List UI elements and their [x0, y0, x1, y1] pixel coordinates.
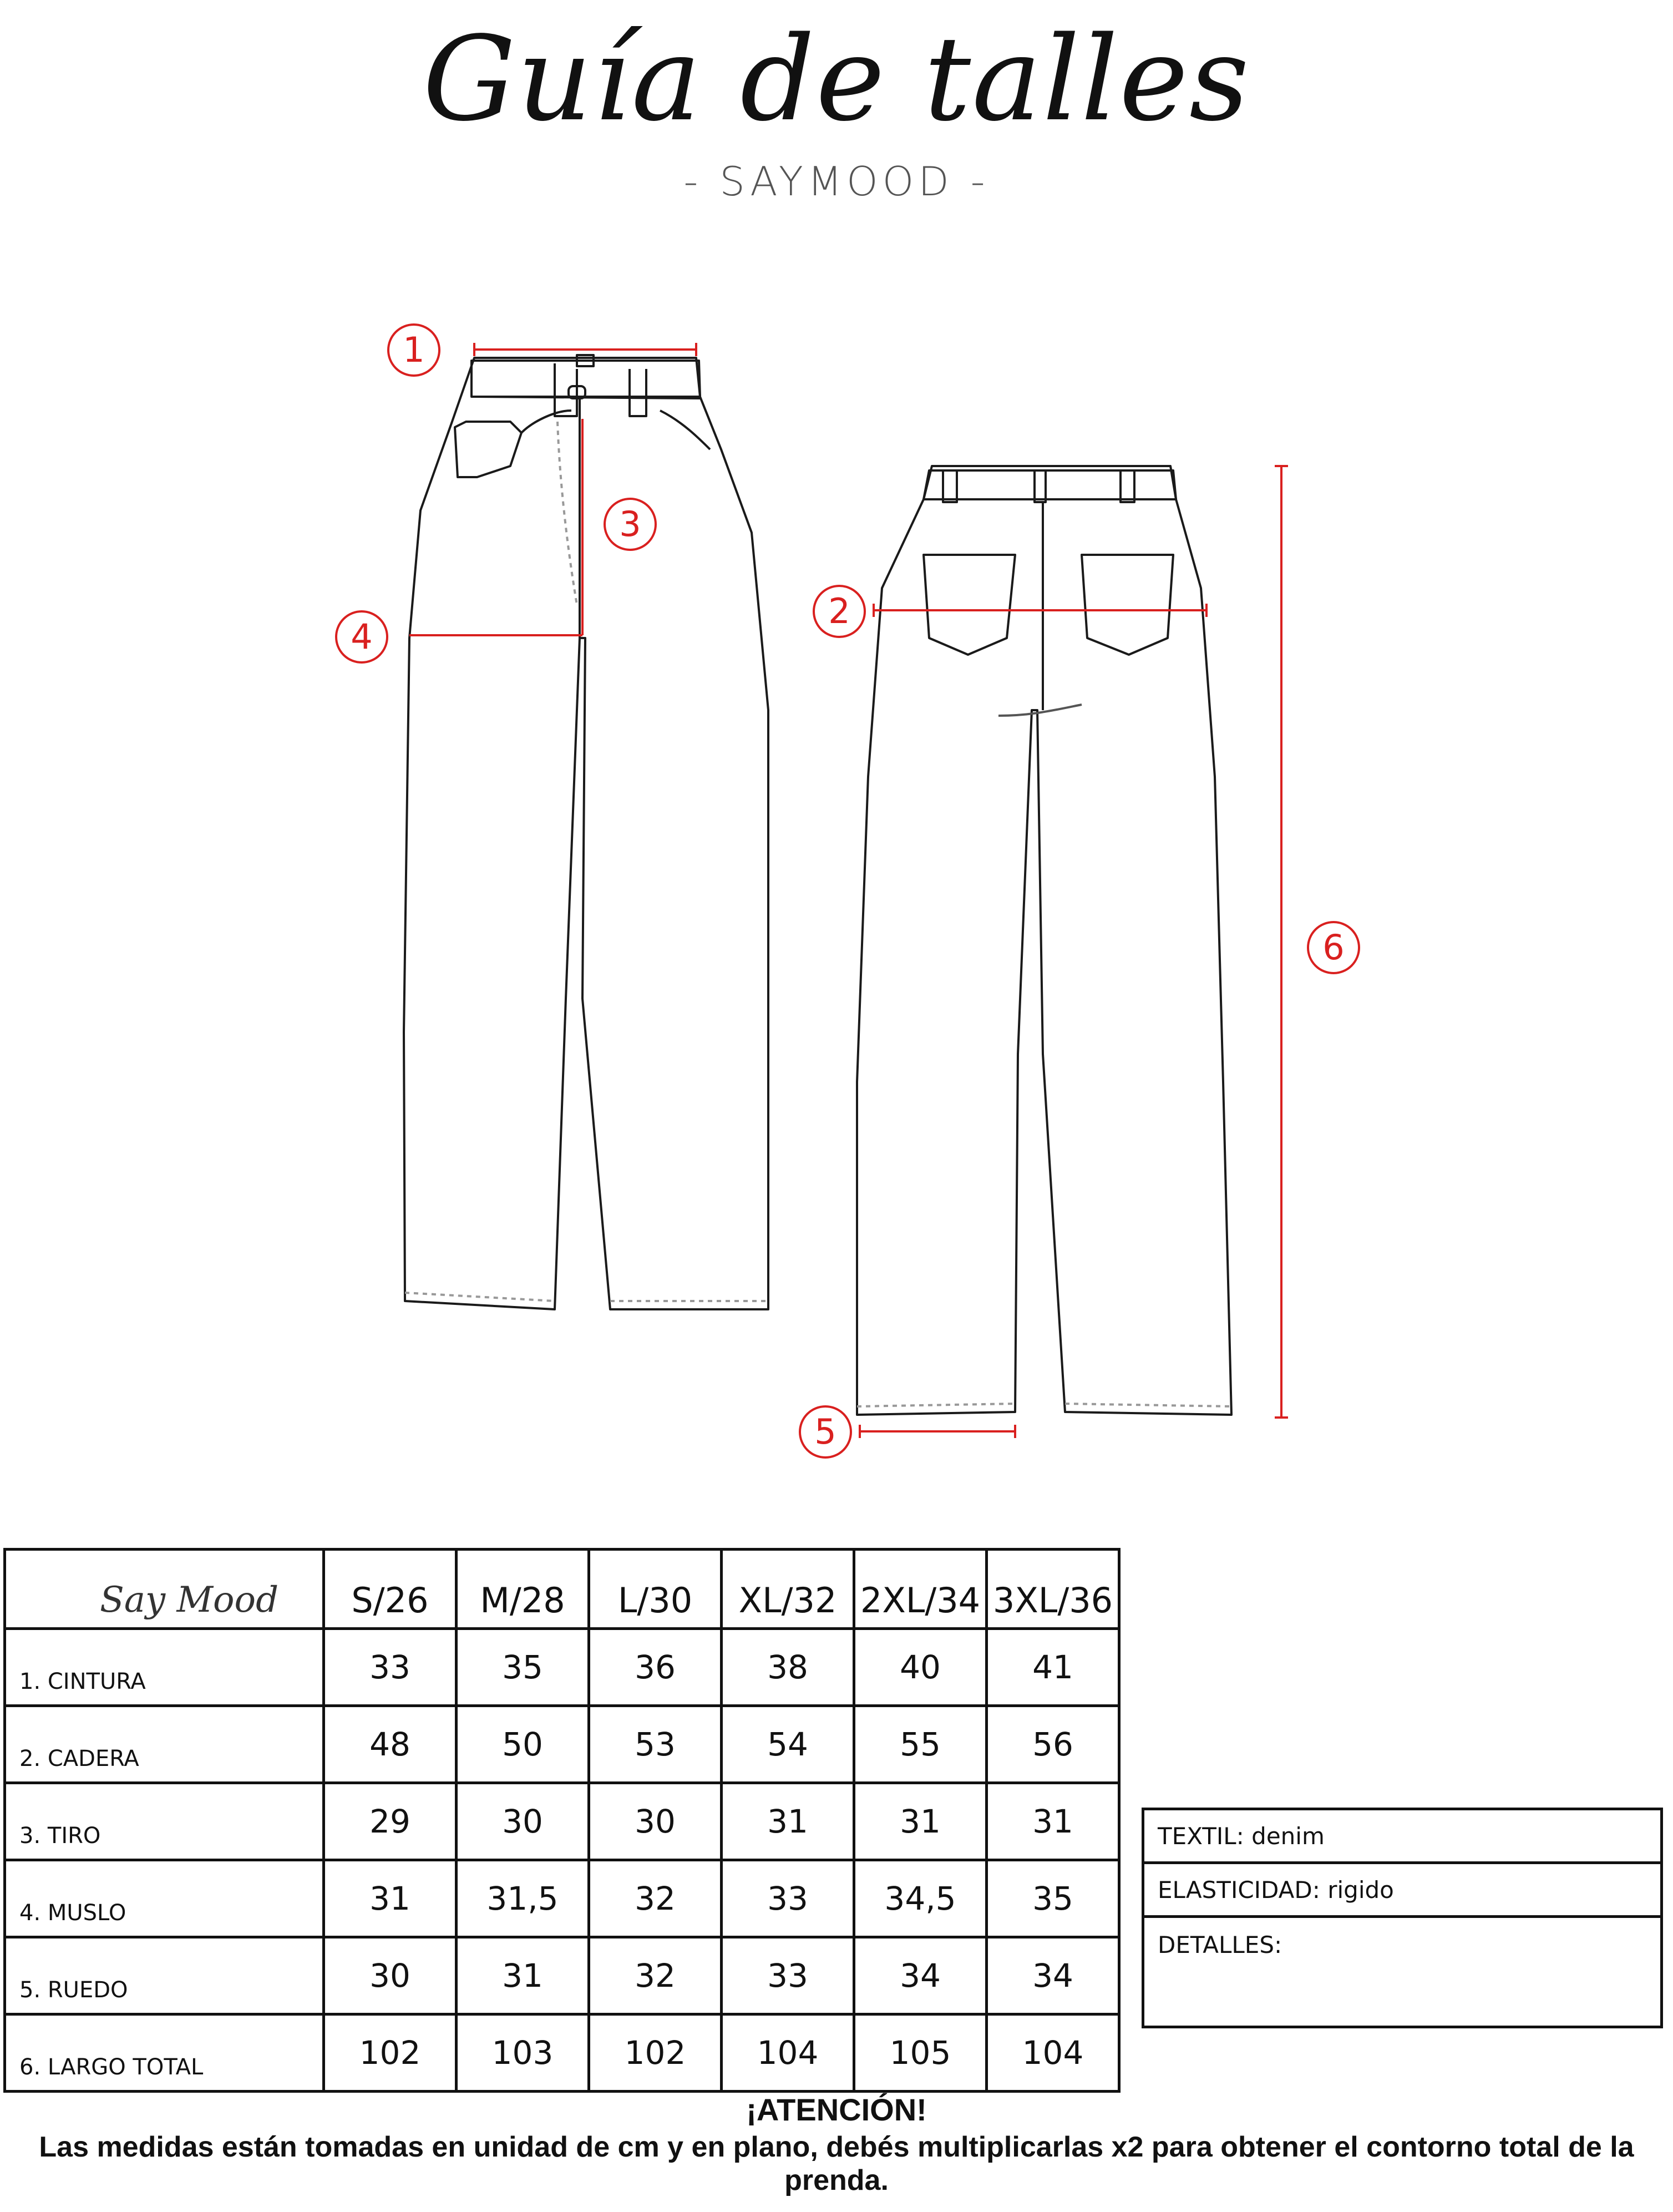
table-row	[5, 1860, 1119, 1937]
table-cell: 50	[457, 1706, 589, 1783]
elasticidad-info: ELASTICIDAD: rigido	[1143, 1863, 1662, 1917]
attention-title: ¡ATENCIÓN!	[746, 2092, 927, 2127]
table-row	[5, 2014, 1119, 2092]
table-row	[5, 1706, 1119, 1783]
table-cell: 31	[854, 1783, 987, 1860]
marker-4-thigh: 4	[335, 610, 388, 664]
marker-3-rise: 3	[604, 498, 657, 551]
row-label: 1. CINTURA	[5, 1629, 324, 1706]
table-cell: 41	[987, 1629, 1119, 1706]
table-cell: 36	[589, 1629, 722, 1706]
size-header: L/30	[589, 1550, 722, 1629]
brand-signature: Say Mood	[99, 1580, 279, 1621]
row-label: 4. MUSLO	[5, 1860, 324, 1937]
table-cell: 33	[722, 1937, 854, 2014]
table-row	[5, 1783, 1119, 1860]
row-label: 6. LARGO TOTAL	[5, 2014, 324, 2092]
table-cell: 30	[589, 1783, 722, 1860]
table-row	[5, 1937, 1119, 2014]
table-cell: 33	[324, 1629, 457, 1706]
table-cell: 31	[324, 1860, 457, 1937]
table-cell: 30	[457, 1783, 589, 1860]
table-cell: 40	[854, 1629, 987, 1706]
table-cell: 35	[987, 1860, 1119, 1937]
size-header: M/28	[457, 1550, 589, 1629]
marker-2-hip: 2	[813, 585, 866, 638]
size-header: 3XL/36	[987, 1550, 1119, 1629]
table-cell: 38	[722, 1629, 854, 1706]
table-cell: 55	[854, 1706, 987, 1783]
marker-5-hem: 5	[799, 1405, 852, 1459]
table-row	[5, 1629, 1119, 1706]
table-cell: 103	[457, 2014, 589, 2092]
size-header: XL/32	[722, 1550, 854, 1629]
table-cell: 29	[324, 1783, 457, 1860]
size-header-row	[5, 1550, 1119, 1629]
detalles-info: DETALLES:	[1143, 1917, 1662, 2027]
table-cell: 32	[589, 1860, 722, 1937]
attention-text: Las medidas están tomadas en unidad de cm y en plano, debés multiplicarlas x2 para obtener el contorno total de la prenda.	[39, 2131, 1634, 2196]
brand-signature-cell	[5, 1550, 324, 1629]
table-cell: 31	[987, 1783, 1119, 1860]
table-cell: 34	[854, 1937, 987, 2014]
table-cell: 104	[722, 2014, 854, 2092]
row-label: 2. CADERA	[5, 1706, 324, 1783]
fabric-info-table	[1142, 1808, 1663, 2028]
size-header: S/26	[324, 1550, 457, 1629]
page-title: Guía de talles	[423, 11, 1250, 147]
size-table	[3, 1548, 1121, 2093]
size-header: 2XL/34	[854, 1550, 987, 1629]
front-pants-outline	[404, 355, 768, 1309]
table-cell: 102	[324, 2014, 457, 2092]
brand-subtitle: - SAYMOOD -	[683, 158, 990, 205]
table-cell: 48	[324, 1706, 457, 1783]
table-cell: 31	[722, 1783, 854, 1860]
marker-1-waist: 1	[387, 323, 440, 377]
table-cell: 34	[987, 1937, 1119, 2014]
table-cell: 34,5	[854, 1860, 987, 1937]
table-cell: 102	[589, 2014, 722, 2092]
table-cell: 31,5	[457, 1860, 589, 1937]
table-cell: 31	[457, 1937, 589, 2014]
back-pants-outline	[857, 466, 1231, 1415]
table-cell: 53	[589, 1706, 722, 1783]
table-cell: 33	[722, 1860, 854, 1937]
textil-info: TEXTIL: denim	[1143, 1809, 1662, 1863]
table-cell: 105	[854, 2014, 987, 2092]
table-cell: 56	[987, 1706, 1119, 1783]
marker-6-length: 6	[1307, 921, 1360, 974]
table-cell: 54	[722, 1706, 854, 1783]
row-label: 5. RUEDO	[5, 1937, 324, 2014]
table-cell: 30	[324, 1937, 457, 2014]
table-cell: 35	[457, 1629, 589, 1706]
row-label: 3. TIRO	[5, 1783, 324, 1860]
table-cell: 32	[589, 1937, 722, 2014]
table-cell: 104	[987, 2014, 1119, 2092]
